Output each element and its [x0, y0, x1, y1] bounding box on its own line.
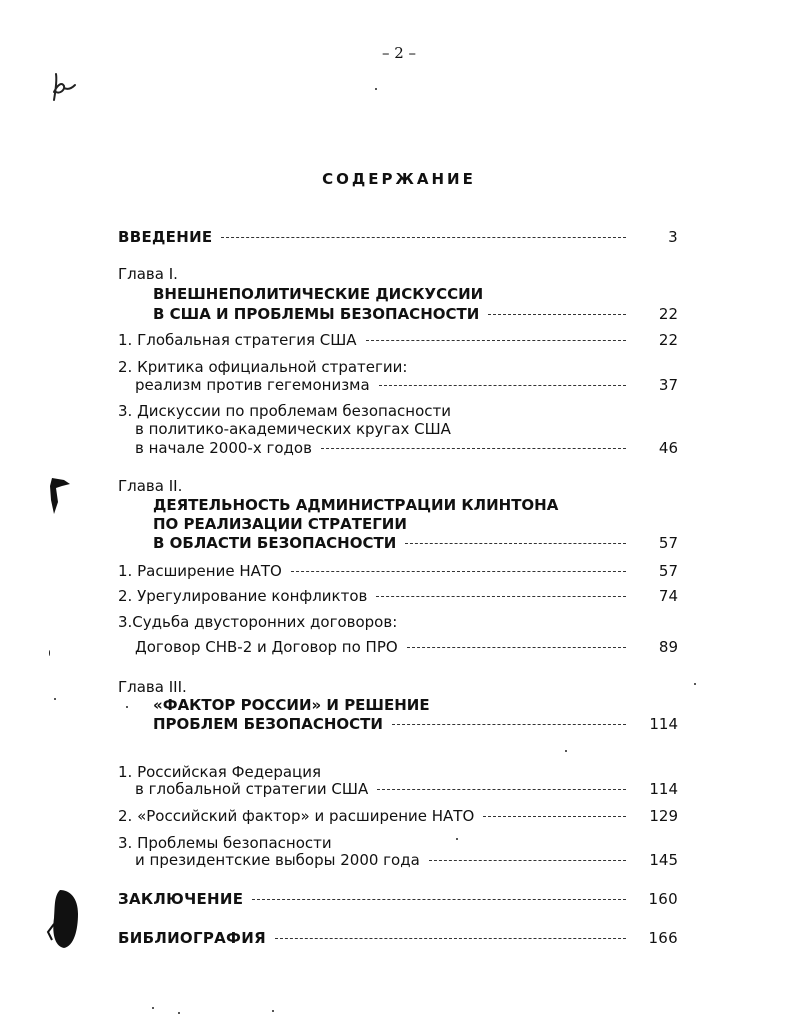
chapter-title: ВНЕШНЕПОЛИТИЧЕСКИЕ ДИСКУССИИ	[153, 285, 484, 303]
dotted-leader	[366, 340, 626, 341]
chapter-label: Глава II.	[118, 477, 183, 495]
toc-entry-label: ВВЕДЕНИЕ	[118, 228, 213, 246]
section-title: в политико-академических кругах США	[135, 420, 451, 438]
section-title: 2. Критика официальной стратегии:	[118, 358, 408, 376]
dotted-leader	[429, 860, 626, 861]
scan-speck	[54, 698, 56, 700]
toc-page-number: 114	[649, 715, 678, 733]
chapter-title: ПО РЕАЛИЗАЦИИ СТРАТЕГИИ	[153, 515, 407, 533]
chapter-label: Глава III.	[118, 678, 187, 696]
scan-speck	[565, 750, 567, 752]
toc-page-number: 114	[649, 780, 678, 798]
section-title: в начале 2000-х годов	[135, 439, 312, 457]
toc-page-number: 74	[658, 587, 678, 605]
section-title: и президентские выборы 2000 года	[135, 851, 420, 869]
toc-page-number: 129	[649, 807, 678, 825]
dotted-leader	[377, 789, 626, 790]
toc-page-number: 46	[658, 439, 678, 457]
toc-entry-section[interactable]	[135, 375, 678, 395]
dotted-leader	[376, 596, 626, 597]
section-title: 1. Глобальная стратегия США	[118, 331, 357, 349]
binding-mark	[44, 476, 74, 516]
toc-page-number: 22	[658, 305, 678, 323]
dotted-leader	[392, 724, 626, 725]
chapter-title: ПРОБЛЕМ БЕЗОПАСНОСТИ	[153, 715, 383, 733]
section-title: в глобальной стратегии США	[135, 780, 369, 798]
toc-page-number: 89	[658, 638, 678, 656]
section-title: 3.Судьба двусторонних договоров:	[118, 613, 398, 631]
toc-entry-section[interactable]	[135, 850, 678, 870]
toc-entry-section[interactable]	[135, 637, 678, 657]
toc-entry-section[interactable]	[135, 779, 678, 799]
chapter-title: В США И ПРОБЛЕМЫ БЕЗОПАСНОСТИ	[153, 305, 480, 323]
chapter-title: ДЕЯТЕЛЬНОСТЬ АДМИНИСТРАЦИИ КЛИНТОНА	[153, 496, 559, 514]
chapter-title: «ФАКТОР РОССИИ» И РЕШЕНИЕ	[153, 696, 430, 714]
section-title: реализм против гегемонизма	[135, 376, 370, 394]
chapter-label: Глава I.	[118, 265, 178, 283]
toc-entry-section[interactable]	[118, 806, 678, 826]
toc-entry-conclusion[interactable]	[118, 889, 678, 909]
toc-entry-chapter1[interactable]	[153, 304, 678, 324]
dotted-leader	[405, 543, 626, 544]
scan-speck	[49, 650, 50, 656]
section-title: 3. Дискуссии по проблемам безопасности	[118, 402, 452, 420]
dotted-leader	[488, 314, 626, 315]
toc-page-number: 3	[668, 228, 678, 246]
dotted-leader	[321, 448, 626, 449]
toc-entry-chapter2[interactable]	[153, 533, 678, 553]
toc-entry-section[interactable]	[118, 586, 678, 606]
page-number: – 2 –	[381, 44, 417, 62]
toc-page-number: 37	[658, 376, 678, 394]
section-title: 1. Расширение НАТО	[118, 562, 282, 580]
scan-speck	[178, 1012, 180, 1014]
toc-page-number: 57	[658, 534, 678, 552]
scan-speck	[272, 1010, 274, 1012]
scan-speck	[152, 1007, 154, 1009]
toc-page-number: 166	[648, 929, 678, 947]
toc-entry-section[interactable]	[118, 330, 678, 350]
toc-page-number: 145	[649, 851, 678, 869]
handwritten-mark	[48, 70, 78, 104]
scan-speck	[126, 706, 128, 708]
section-title: 3. Проблемы безопасности	[118, 834, 332, 852]
section-title: 2. Урегулирование конфликтов	[118, 587, 368, 605]
toc-page-number: 57	[658, 562, 678, 580]
toc-entry-chapter3[interactable]	[153, 714, 678, 734]
toc-entry-section[interactable]	[135, 438, 678, 458]
scan-speck	[694, 683, 696, 685]
dotted-leader	[291, 571, 626, 572]
toc-entry-label: ЗАКЛЮЧЕНИЕ	[118, 890, 244, 908]
toc-page-number: 160	[648, 890, 678, 908]
chapter-title: В ОБЛАСТИ БЕЗОПАСНОСТИ	[153, 534, 397, 552]
toc-entry-intro[interactable]	[118, 227, 678, 247]
dotted-leader	[483, 816, 626, 817]
dotted-leader	[252, 899, 626, 900]
binding-mark	[46, 888, 82, 950]
dotted-leader	[379, 385, 626, 386]
scan-speck	[375, 88, 377, 90]
toc-entry-bibliography[interactable]	[118, 928, 678, 948]
toc-page-number: 22	[658, 331, 678, 349]
toc-title: СОДЕРЖАНИЕ	[322, 170, 476, 188]
dotted-leader	[275, 938, 626, 939]
section-title: 2. «Российский фактор» и расширение НАТО	[118, 807, 475, 825]
section-title: Договор СНВ-2 и Договор по ПРО	[135, 638, 398, 656]
toc-entry-label: БИБЛИОГРАФИЯ	[118, 929, 266, 947]
dotted-leader	[407, 647, 626, 648]
section-title: 1. Российская Федерация	[118, 763, 322, 781]
toc-entry-section[interactable]	[118, 561, 678, 581]
dotted-leader	[221, 237, 626, 238]
